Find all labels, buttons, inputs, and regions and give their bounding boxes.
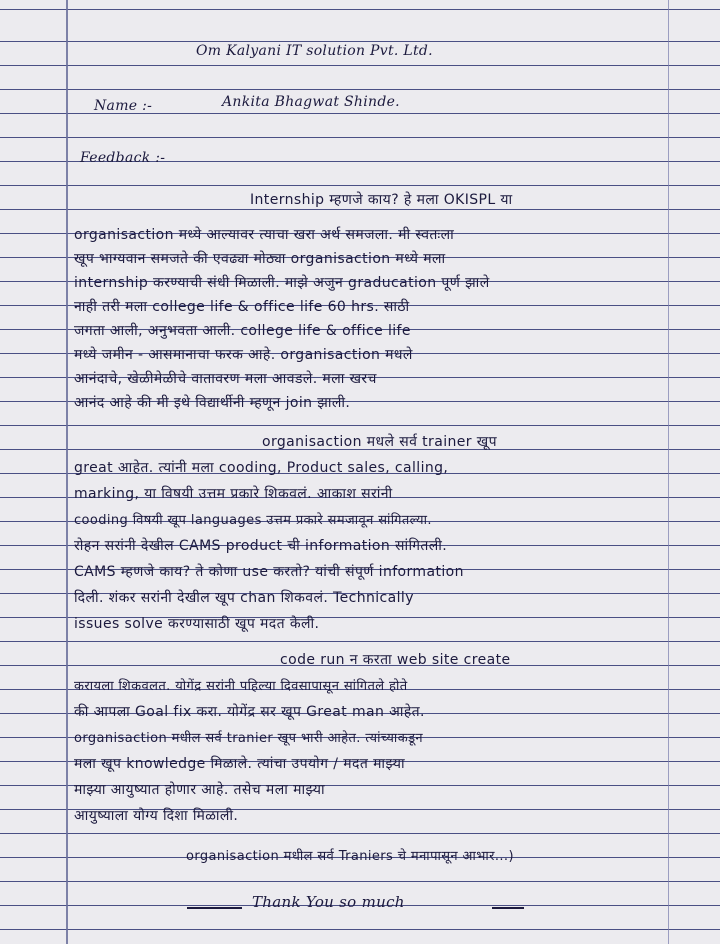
feedback-line: issues solve करण्यासाठी खूप मदत केली. <box>74 616 320 632</box>
feedback-line: great आहेत. त्यांनी मला cooding, Product sales, calling, <box>74 460 449 476</box>
feedback-line: marking, या विषयी उत्तम प्रकारे शिकवलं. आकाश सरांनी <box>74 486 393 502</box>
feedback-line: CAMS म्हणजे काय? ते कोणा use करतो? यांची संपूर्ण information <box>74 564 464 580</box>
feedback-line: आयुष्याला योग्य दिशा मिळाली. <box>74 808 239 824</box>
feedback-line: मध्ये जमीन - आसमानाचा फरक आहे. organisaction मधले <box>74 347 413 363</box>
company-heading: Om Kalyani IT solution Pvt. Ltd. <box>196 43 433 59</box>
feedback-line: internship करण्याची संधी मिळाली. माझे अजुन graducation पूर्ण झाले <box>74 275 490 291</box>
feedback-line: organisaction मधील सर्व tranier खूप भारी आहेत. त्यांच्याकडून <box>74 731 424 746</box>
feedback-line: आनंदाचे, खेळीमेळीचे वातावरण मला आवडले. मला खरच <box>74 371 377 387</box>
feedback-line: करायला शिकवलत. योगेंद्र सरांनी पहिल्या दिवसापासून सांगितले होते <box>74 679 408 694</box>
feedback-line: code run न करता web site create <box>280 652 511 668</box>
name-label: Name :- <box>94 98 153 114</box>
feedback-line: जगता आली, अनुभवता आली. college life & office life <box>74 323 411 339</box>
name-value: Ankita Bhagwat Shinde. <box>222 94 400 110</box>
feedback-line: दिली. शंकर सरांनी देखील खूप chan शिकवलं. Technically <box>74 590 414 606</box>
feedback-line: खूप भाग्यवान समजते की एवढ्या मोठ्या organisaction मध्ये मला <box>74 251 446 267</box>
margin-line-right <box>668 0 669 944</box>
closing-rule-left <box>187 907 242 909</box>
feedback-line: मला खूप knowledge मिळाले. त्यांचा उपयोग / मदत माझ्या <box>74 756 405 772</box>
feedback-line: आनंद आहे की मी इथे विद्यार्थीनी म्हणून join झाली. <box>74 395 351 411</box>
feedback-line: रोहन सरांनी देखील CAMS product ची information सांगितली. <box>74 538 448 554</box>
feedback-line: cooding विषयी खूप languages उत्तम प्रकारे समजावून सांगितल्या. <box>74 513 432 528</box>
closing-text: Thank You so much <box>252 893 405 911</box>
feedback-line: नाही तरी मला college life & office life 60 hrs. साठी <box>74 299 410 315</box>
margin-line-left <box>66 0 68 944</box>
feedback-line: organisaction मधील सर्व Traniers चे मनापासून आभार...) <box>186 849 514 864</box>
feedback-line: organisaction मधले सर्व trainer खूप <box>262 434 497 450</box>
feedback-line: माझ्या आयुष्यात होणार आहे. तसेच मला माझ्या <box>74 782 325 798</box>
feedback-label: Feedback :- <box>80 150 166 166</box>
feedback-line: की आपला Goal fix करा. योगेंद्र सर खूप Great man आहेत. <box>74 704 425 720</box>
feedback-line: Internship म्हणजे काय? हे मला OKISPL या <box>250 192 513 208</box>
closing-rule-right <box>492 907 524 909</box>
feedback-line: organisaction मध्ये आल्यावर त्याचा खरा अर्थ समजला. मी स्वतःला <box>74 227 455 243</box>
